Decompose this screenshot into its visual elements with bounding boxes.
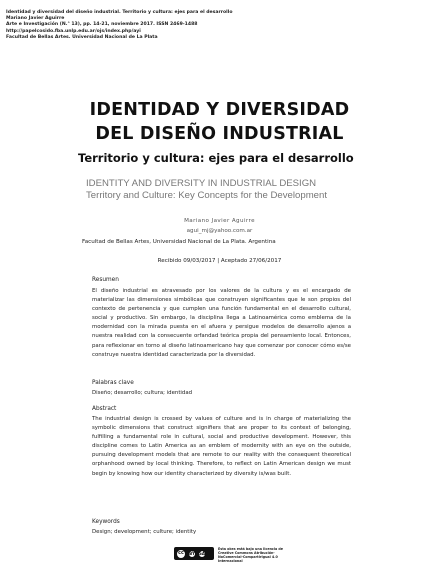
received-accepted-dates: Recibido 09/03/2017 | Aceptado 27/06/2017 <box>157 258 282 264</box>
author-affiliation: Facultad de Bellas Artes, Universidad Nacional de La Plata. Argentina <box>82 239 276 245</box>
article-subtitle: Territorio y cultura: ejes para el desarrollo <box>78 151 354 165</box>
header-line: Mariano Javier Aguirre <box>6 16 65 22</box>
article-title-line-2: DEL DISEÑO INDUSTRIAL <box>95 124 344 144</box>
license-text: Esta obra está bajo una licencia de Creative Commons Atribución- NoComercial-CompartirIgual 4.0 Internacional <box>218 547 283 564</box>
header-line: Facultad de Bellas Artes. Universidad Nacional de La Plata <box>6 34 158 40</box>
author-email[interactable]: agui_mj@yahoo.com.ar <box>186 228 253 234</box>
resumen-heading: Resumen <box>92 277 119 283</box>
abstract-text: The industrial design is crossed by values of culture and is in charge of materializing the symbolic dimensions that construct signifiers that are proper to its context of belonging, fulfilling a fundamental role in cultural, social and productive development. However, this discipline comes to Latin America as an emblem of modernity with an eye on the outside, pursuing development models that are remote to our reality with the consequent theoretical orphanhood owned by local thinking. Therefore, to reflect on Latin American design we must begin by knowing how our identity characterized by diversity is/was built. <box>92 416 351 477</box>
palabras-clave-text: Diseño; desarrollo; cultura; identidad <box>92 390 193 396</box>
author-name: Mariano Javier Aguirre <box>184 218 255 224</box>
resumen-text: El diseño industrial es atravesado por los valores de la cultura y es el encargado de materializar las dimensiones simbólicas que construyen significantes que le son propios del contexto de pertenencia y que cumplen una función fundamental en el desarrollo cultural, social y productivo. Sin embargo, la disciplina llega a Latinoamérica como emblema de la modernidad con la mirada puesta en el afuera y persigue modelos de desarrollo ajenos a nuestra realidad con la consecuente orfandad teórica propia del pensamiento local. Entonces, para reflexionar en torno al diseño latinoamericano hay que comenzar por conocer cómo es/se construye nuestra identidad caracterizada por la diversidad. <box>92 288 351 358</box>
journal-header <box>6 10 233 41</box>
palabras-clave-heading: Palabras clave <box>92 380 134 386</box>
article-title-line-1: IDENTIDAD Y DIVERSIDAD <box>89 100 350 120</box>
by-icon: BY <box>189 551 195 556</box>
english-subtitle: Territory and Culture: Key Concepts for the Development <box>86 190 328 201</box>
cc-icon: cc <box>176 549 186 559</box>
creative-commons-badge[interactable] <box>174 547 214 560</box>
sa-icon: SA <box>199 551 205 556</box>
english-title: IDENTITY AND DIVERSITY IN INDUSTRIAL DESIGN <box>86 178 317 189</box>
header-line: Identidad y diversidad del diseño industrial. Territorio y cultura: ejes para el desarrollo <box>6 10 233 15</box>
header-line: Arte e Investigación (N.° 13), pp. 14-21, noviembre 2017. ISSN 2469-1488 <box>6 22 198 28</box>
header-line[interactable]: http://papelcosido.fba.unlp.edu.ar/ojs/index.php/ayi <box>6 28 141 34</box>
keywords-heading: Keywords <box>92 519 120 525</box>
abstract-heading: Abstract <box>92 406 117 412</box>
keywords-text: Design; development; culture; identity <box>92 529 197 535</box>
